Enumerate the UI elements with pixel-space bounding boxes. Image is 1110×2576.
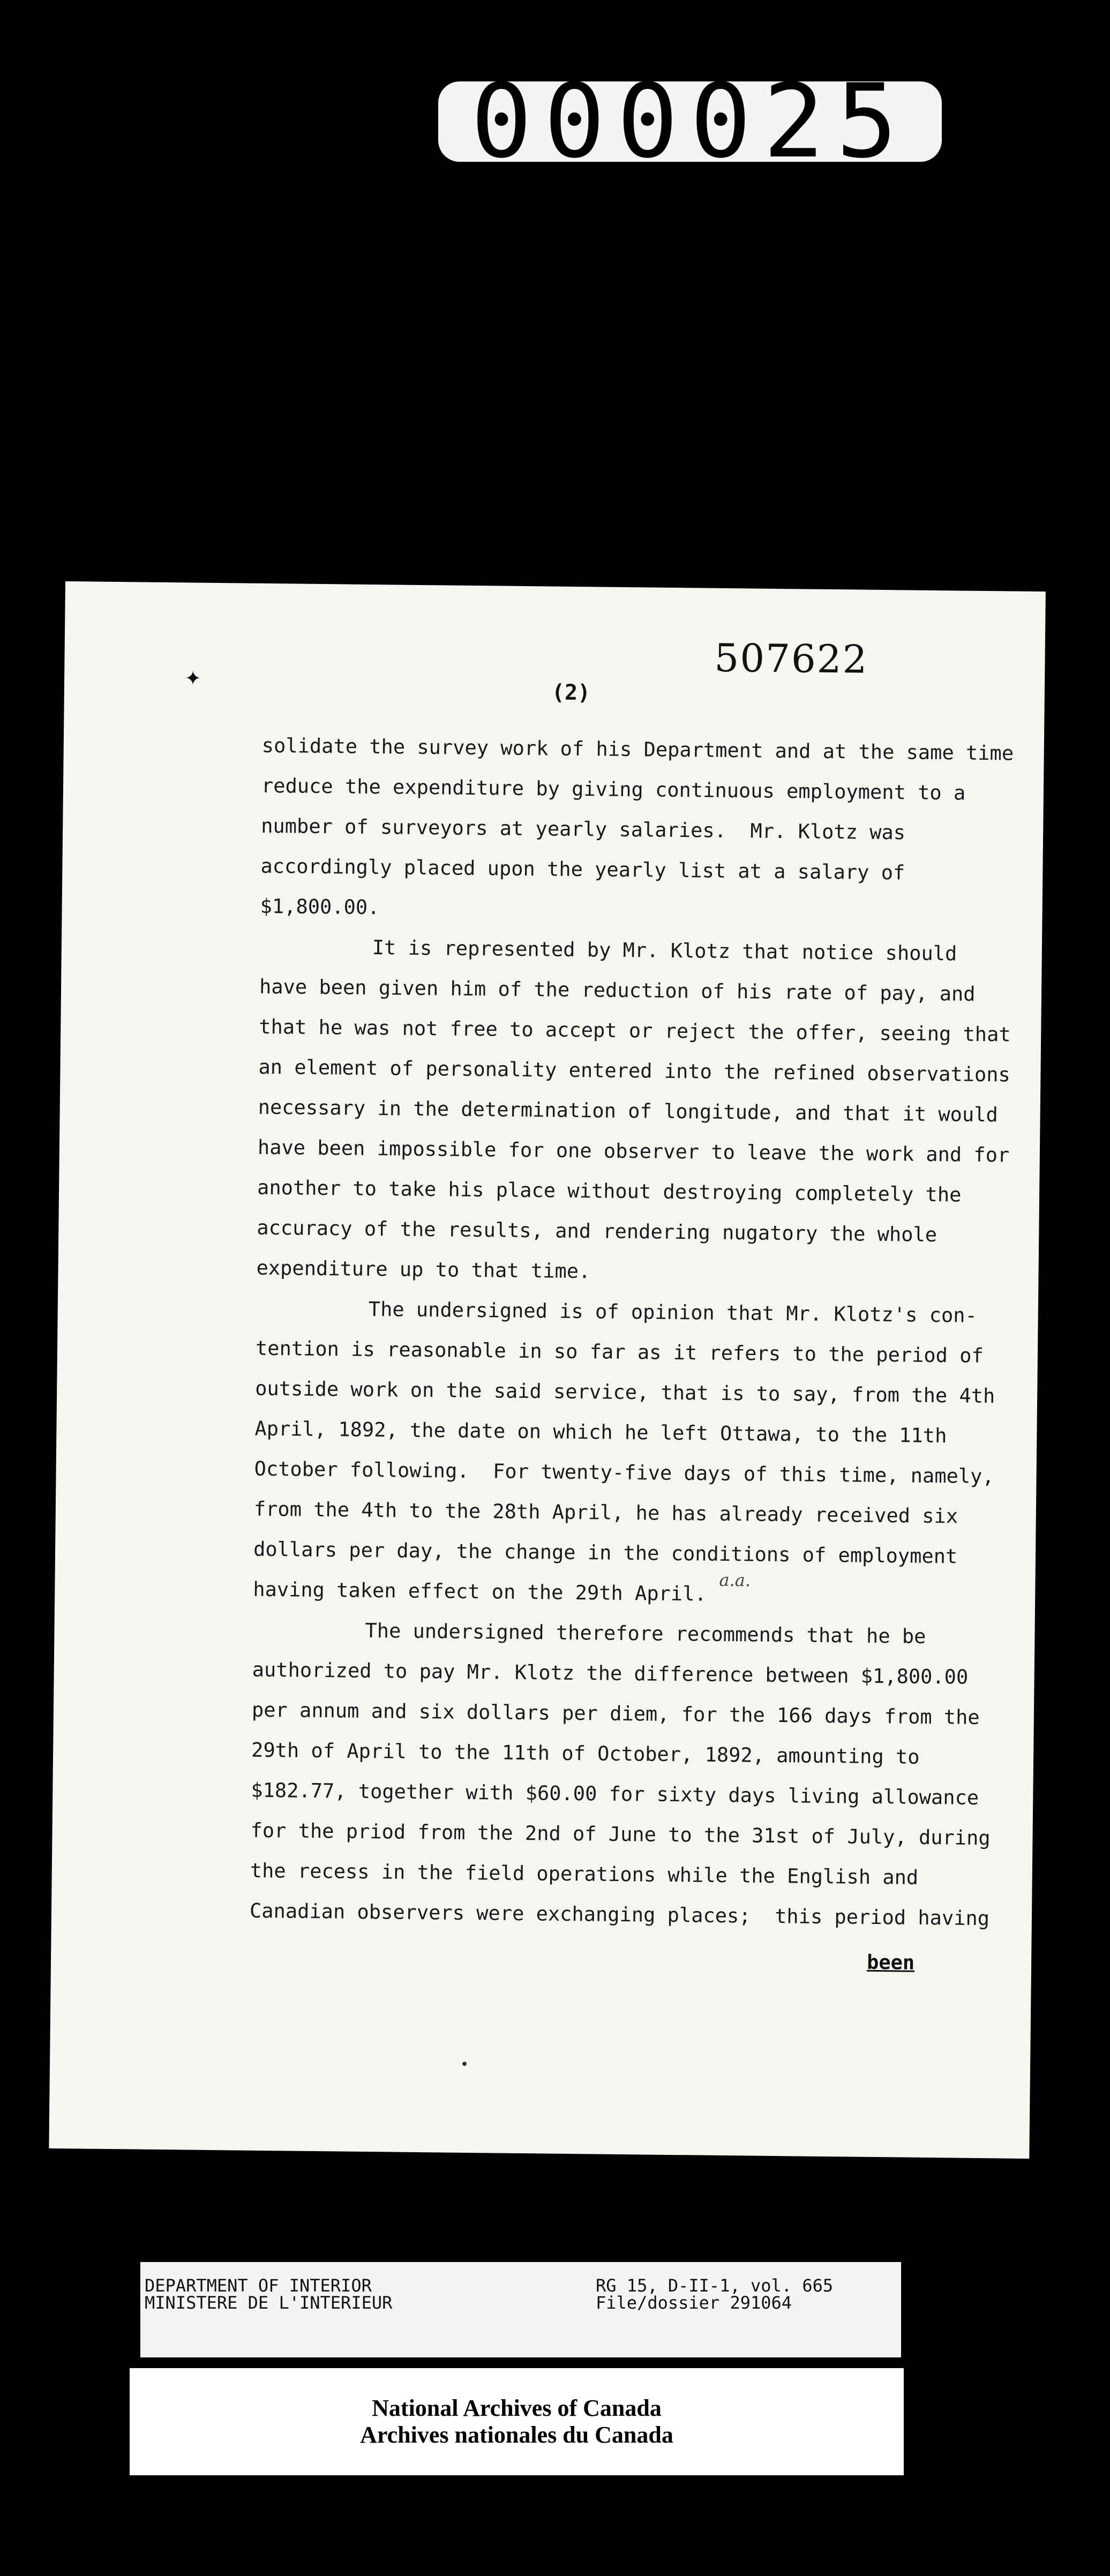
text-line: outside work on the said service, that is to say, from the 4th [255,1376,995,1408]
text-line: the recess in the field operations while the English and [250,1859,919,1889]
text-line: tention is reasonable in so far as it refers to the period of [255,1336,984,1368]
text-line: from the 4th to the 28th April, he has already received six [253,1497,958,1528]
text-line: necessary in the determination of longitude, and that it would [258,1095,999,1127]
body-text [250,725,1044,1939]
text-line: that he was not free to accept or reject the offer, seeing that [259,1015,1011,1046]
handwritten-annotation: a.a. [719,1569,751,1591]
text-line: number of surveyors at yearly salaries. Mr. Klotz was [261,814,906,844]
record-group-line: RG 15, D-II-1, vol. 665 [596,2275,834,2296]
text-line: It is represented by Mr. Klotz that notice should [372,936,957,965]
text-line: an element of personality entered into the refined observations [258,1055,1011,1087]
archive-label [140,2262,901,2357]
text-line: April, 1892, the date on which he left Ottawa, to the 11th [254,1417,947,1448]
text-line: dollars per day, the change in the conditions of employment [253,1537,958,1568]
text-line: per annum and six dollars per diem, for the 166 days from the [251,1698,980,1729]
file-line: File/dossier 291064 [596,2293,792,2313]
text-line: October following. For twenty-five days of this time, namely, [254,1457,994,1488]
text-line: another to take his place without destroying completely the [257,1175,962,1207]
archives-footer [130,2368,904,2475]
text-line: Canadian observers were exchanging places; this period having [249,1899,990,1930]
text-line: 29th of April to the 11th of October, 1892, amounting to [251,1738,920,1769]
archives-name-en: National Archives of Canada [372,2395,662,2421]
frame-number: 000025 [438,81,942,162]
speck [462,2062,467,2066]
text-line: accordingly placed upon the yearly list at a salary of [260,854,905,885]
text-line: solidate the survey work of his Department and at the same time [261,733,1014,765]
department-line-fr: MINISTERE DE L'INTERIEUR [145,2293,393,2313]
archives-name-fr: Archives nationales du Canada [360,2422,673,2448]
text-line: expenditure up to that time. [256,1256,591,1283]
text-line: The undersigned is of opinion that Mr. Klotz's con- [368,1298,978,1327]
text-line: $182.77, together with $60.00 for sixty days living allowance [251,1778,979,1809]
department-label [145,2277,392,2311]
reference-label [596,2277,833,2311]
text-line: The undersigned therefore recommends that he be [365,1619,926,1648]
text-line: accuracy of the results, and rendering nugatory the whole [257,1216,938,1247]
document-page [49,581,1046,2159]
text-line: authorized to pay Mr. Klotz the difference between $1,800.00 [252,1658,969,1689]
text-line: have been impossible for one observer to leave the work and for [257,1135,1010,1167]
text-line: have been given him of the reduction of his rate of pay, and [259,975,976,1006]
text-line: having taken effect on the 29th April. [253,1577,707,1606]
catchword: been [866,1950,915,1974]
department-line-en: DEPARTMENT OF INTERIOR [145,2275,372,2296]
text-line: reduce the expenditure by giving continuous employment to a [261,774,966,805]
stamp-number: 507622 [714,635,868,682]
text-line: for the priod from the 2nd of June to the 31st of July, during [250,1818,991,1850]
page-number: (2) [551,680,591,706]
punch-hole-mark: ✦ [184,660,201,692]
text-line: $1,800.00. [260,894,380,919]
